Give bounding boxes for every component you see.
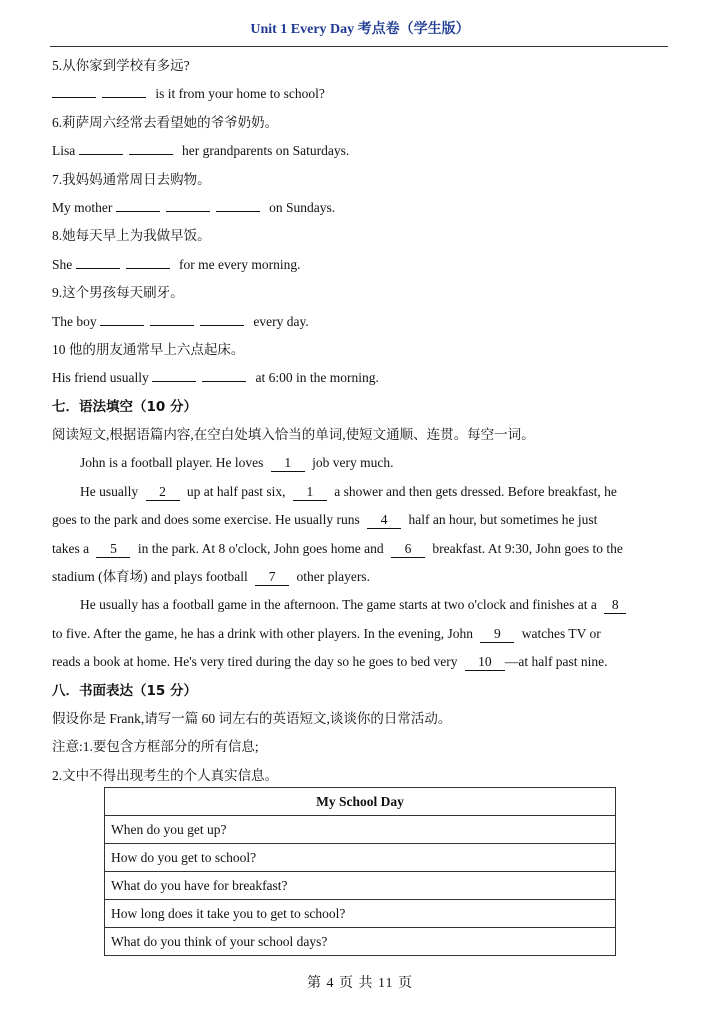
writing-note-1: 注意:1.要包含方框部分的所有信息;: [52, 739, 259, 755]
info-box-item: How long does it take you to get to school?: [105, 900, 616, 928]
answer-blank[interactable]: [126, 254, 170, 269]
writing-section-heading: 八．书面表达（15 分）: [52, 682, 197, 699]
q9-text: every day.: [253, 313, 309, 329]
grammar-section-heading: 七．语法填空（10 分）: [52, 398, 197, 415]
page-header-title: Unit 1 Every Day 考点卷（学生版）: [250, 22, 470, 37]
passage-line: [52, 620, 672, 648]
q10-text: at 6:00 in the morning.: [255, 370, 379, 386]
q7-prefix: My mother: [52, 199, 113, 215]
blank-number[interactable]: 2: [146, 484, 180, 501]
blank-number[interactable]: 10: [465, 654, 505, 671]
info-box-title: My School Day: [105, 788, 616, 816]
answer-blank[interactable]: [116, 197, 160, 212]
passage-line: [52, 449, 672, 477]
passage-text: half an hour, but sometimes he just: [408, 512, 598, 528]
answer-blank[interactable]: [200, 311, 244, 326]
writing-prompt: 假设你是 Frank,请写一篇 60 词左右的英语短文,谈谈你的日常活动。: [52, 710, 452, 726]
blank-number[interactable]: 5: [96, 541, 130, 558]
passage-text: job very much.: [312, 455, 394, 471]
info-box-item: What do you have for breakfast?: [105, 872, 616, 900]
answer-blank[interactable]: [76, 254, 120, 269]
passage-text: watches TV or: [521, 625, 601, 641]
writing-note-2: 2.文中不得出现考生的个人真实信息。: [52, 767, 279, 783]
q7-text: on Sundays.: [269, 199, 336, 215]
blank-number[interactable]: 7: [255, 569, 289, 586]
answer-blank[interactable]: [52, 83, 96, 98]
q8-prefix: She: [52, 256, 73, 272]
blank-number[interactable]: 1: [271, 455, 305, 472]
answer-blank[interactable]: [102, 83, 146, 98]
grammar-instruction: 阅读短文,根据语篇内容,在空白处填入恰当的单词,使短文通顺、连贯。每空一词。: [52, 427, 535, 443]
header-rule: [50, 46, 668, 47]
answer-blank[interactable]: [216, 197, 260, 212]
answer-blank[interactable]: [129, 140, 173, 155]
info-box-item: What do you think of your school days?: [105, 928, 616, 956]
q8-text: for me every morning.: [179, 256, 301, 272]
q9-english: [52, 308, 672, 336]
passage-line: [52, 506, 672, 534]
blank-number[interactable]: 1: [293, 484, 327, 501]
q5-english: [52, 80, 672, 108]
passage-line: [52, 648, 672, 676]
passage-text: up at half past six,: [186, 483, 286, 499]
q8-chinese: 8.她每天早上为我做早饭。: [52, 228, 211, 244]
passage-text: to five. After the game, he has a drink with other players. In the evening, John: [52, 625, 474, 641]
passage-text: reads a book at home. He's very tired during the day so he goes to bed very: [52, 654, 458, 670]
answer-blank[interactable]: [166, 197, 210, 212]
passage-text: other players.: [296, 569, 370, 585]
q6-text: her grandparents on Saturdays.: [182, 143, 350, 159]
passage-text: breakfast. At 9:30, John goes to the: [432, 540, 623, 556]
blank-number[interactable]: 4: [367, 512, 401, 529]
passage-line: [52, 563, 672, 591]
q10-prefix: His friend usually: [52, 370, 149, 386]
q10-english: [52, 364, 672, 392]
q7-chinese: 7.我妈妈通常周日去购物。: [52, 171, 211, 187]
passage-text: stadium (体育场) and plays football: [52, 569, 248, 585]
answer-blank[interactable]: [150, 311, 194, 326]
passage-text: He usually has a football game in the afternoon. The game starts at two o'clock and finishes at a: [80, 597, 597, 613]
passage-text: in the park. At 8 o'clock, John goes home and: [137, 540, 384, 556]
page-number: 第 4 页 共 11 页: [307, 976, 413, 991]
passage-line: [52, 535, 672, 563]
q6-chinese: 6.莉萨周六经常去看望她的爷爷奶奶。: [52, 114, 279, 130]
q8-english: [52, 251, 672, 279]
blank-number[interactable]: 8: [604, 597, 626, 614]
q6-english: [52, 137, 672, 165]
blank-number[interactable]: 6: [391, 541, 425, 558]
answer-blank[interactable]: [100, 311, 144, 326]
q10-chinese: 10 他的朋友通常早上六点起床。: [52, 341, 245, 357]
q5-chinese: 5.从你家到学校有多远?: [52, 58, 190, 73]
passage-line: [52, 478, 672, 506]
passage-text: takes a: [52, 540, 90, 556]
passage-text: a shower and then gets dressed. Before breakfast, he: [334, 483, 617, 499]
passage-text: He usually: [80, 483, 139, 499]
q9-prefix: The boy: [52, 313, 97, 329]
q7-english: [52, 194, 672, 222]
info-box-item: How do you get to school?: [105, 844, 616, 872]
passage-text: goes to the park and does some exercise. He usually runs: [52, 512, 360, 528]
answer-blank[interactable]: [202, 367, 246, 382]
passage-text: —at half past nine.: [504, 654, 608, 670]
info-box-item: When do you get up?: [105, 816, 616, 844]
answer-blank[interactable]: [79, 140, 123, 155]
passage-line: [52, 591, 672, 619]
q5-text: is it from your home to school?: [155, 86, 325, 102]
info-box: [104, 787, 616, 956]
page-content: [52, 52, 672, 790]
blank-number[interactable]: 9: [480, 626, 514, 643]
passage-text: John is a football player. He loves: [80, 455, 264, 471]
q6-prefix: Lisa: [52, 143, 76, 159]
q9-chinese: 9.这个男孩每天刷牙。: [52, 285, 184, 301]
answer-blank[interactable]: [152, 367, 196, 382]
